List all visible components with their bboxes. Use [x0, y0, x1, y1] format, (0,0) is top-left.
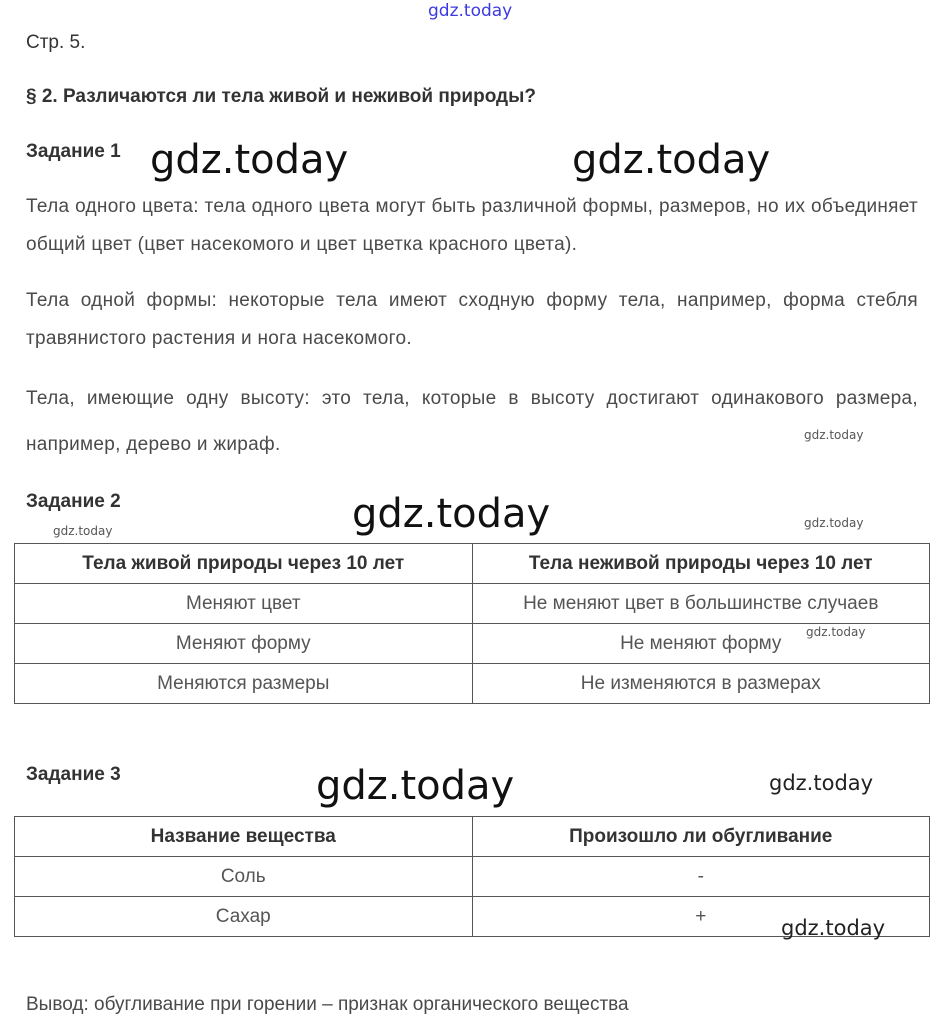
- watermark: gdz.today: [769, 771, 874, 795]
- table-row: [15, 584, 930, 624]
- cell: Не меняют форму: [472, 624, 930, 664]
- cell: -: [472, 857, 930, 897]
- header-cell: Произошло ли обугливание: [472, 817, 930, 857]
- watermark: gdz.today: [781, 916, 886, 940]
- cell: +: [472, 897, 930, 937]
- watermark: gdz.today: [804, 428, 864, 442]
- watermark: gdz.today: [316, 763, 515, 809]
- cell: Соль: [15, 857, 473, 897]
- cell: Не меняют цвет в большинстве случаев: [472, 584, 930, 624]
- section-title: § 2. Различаются ли тела живой и неживой природы?: [26, 86, 536, 107]
- header-cell: Тела живой природы через 10 лет: [15, 544, 473, 584]
- page-number: Стр. 5.: [26, 32, 86, 53]
- header-cell: Тела неживой природы через 10 лет: [472, 544, 930, 584]
- task3-title: Задание 3: [26, 764, 121, 785]
- cell: Меняют цвет: [15, 584, 473, 624]
- task1-title: Задание 1: [26, 141, 121, 162]
- conclusion: Вывод: обугливание при горении – признак органического вещества: [26, 994, 629, 1015]
- paragraph: Тела одной формы: некоторые тела имеют сходную форму тела, например, форма стебля травянистого растения и нога насекомого.: [26, 290, 918, 349]
- watermark: gdz.today: [150, 137, 349, 183]
- paragraph: Тела одного цвета: тела одного цвета могут быть различной формы, размеров, но их объединяет общий цвет (цвет насекомого и цвет цветка красного цвета).: [26, 196, 918, 255]
- paragraph: Тела, имеющие одну высоту: это тела, которые в высоту достигают одинакового размера, например, дерево и жираф.: [26, 388, 918, 455]
- watermark: gdz.today: [572, 137, 771, 183]
- cell: Меняют форму: [15, 624, 473, 664]
- watermark: gdz.today: [53, 524, 113, 538]
- watermark: gdz.today: [804, 516, 864, 530]
- task2-title: Задание 2: [26, 491, 121, 512]
- watermark: gdz.today: [806, 625, 866, 639]
- header-cell: Название вещества: [15, 817, 473, 857]
- table-row: [15, 664, 930, 704]
- table-row: [15, 857, 930, 897]
- cell: Меняются размеры: [15, 664, 473, 704]
- cell: Не изменяются в размерах: [472, 664, 930, 704]
- task2-table: [14, 543, 930, 704]
- watermark: gdz.today: [428, 1, 513, 21]
- table-row: [15, 624, 930, 664]
- cell: Сахар: [15, 897, 473, 937]
- watermark: gdz.today: [352, 491, 551, 537]
